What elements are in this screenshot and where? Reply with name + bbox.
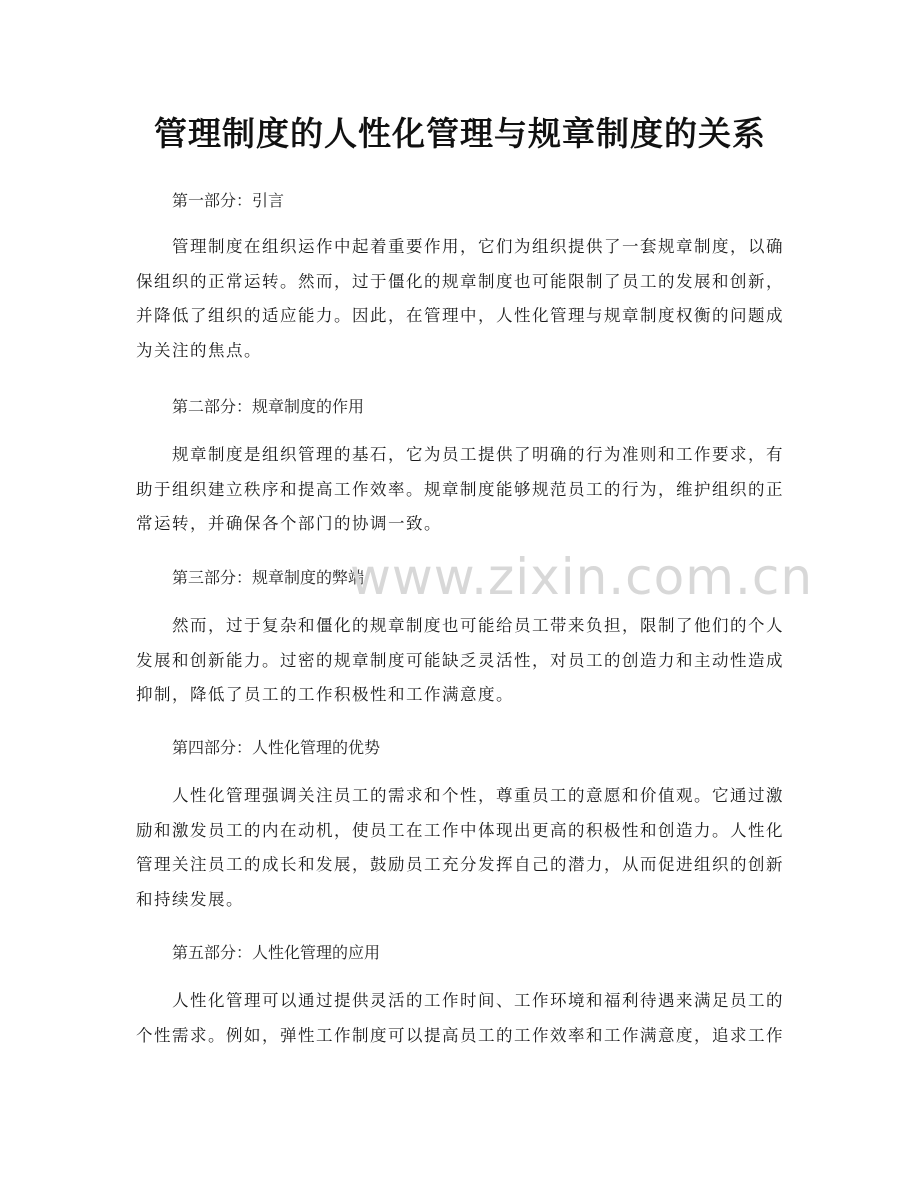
section-paragraph-2: 规章制度是组织管理的基石，它为员工提供了明确的行为准则和工作要求，有助于组织建立秩序和提高工作效率。规章制度能够规范员工的行为，维护组织的正常运转，并确保各个部门的协调一致。: [136, 445, 784, 533]
watermark-text: www.zixin.com.cn: [350, 548, 814, 606]
section-heading-2: 第二部分：规章制度的作用: [172, 397, 365, 416]
section-paragraph-3: 然而，过于复杂和僵化的规章制度也可能给员工带来负担，限制了他们的个人发展和创新能力。过密的规章制度可能缺乏灵活性，对员工的创造力和主动性造成抑制，降低了员工的工作积极性和工作满意度。: [136, 616, 784, 704]
section-heading-1: 第一部分：引言: [172, 191, 285, 210]
section-heading-3: 第三部分：规章制度的弊端: [172, 568, 365, 587]
section-paragraph-1: 管理制度在组织运作中起着重要作用，它们为组织提供了一套规章制度，以确保组织的正常运转。然而，过于僵化的规章制度也可能限制了员工的发展和创新，并降低了组织的适应能力。因此，在管理中，人性化管理与规章制度权衡的问题成为关注的焦点。: [136, 237, 784, 360]
section-paragraph-5: 人性化管理可以通过提供灵活的工作时间、工作环境和福利待遇来满足员工的个性需求。例如，弹性工作制度可以提高员工的工作效率和工作满意度，追求工作: [136, 991, 784, 1045]
document-title: 管理制度的人性化管理与规章制度的关系: [154, 114, 766, 153]
section-heading-5: 第五部分：人性化管理的应用: [172, 943, 381, 962]
section-paragraph-4: 人性化管理强调关注员工的需求和个性，尊重员工的意愿和价值观。它通过激励和激发员工的内在动机，使员工在工作中体现出更高的积极性和创造力。人性化管理关注员工的成长和发展，鼓励员工充分发挥自己的潜力，从而促进组织的创新和持续发展。: [136, 786, 784, 909]
section-heading-4: 第四部分：人性化管理的优势: [172, 738, 381, 757]
